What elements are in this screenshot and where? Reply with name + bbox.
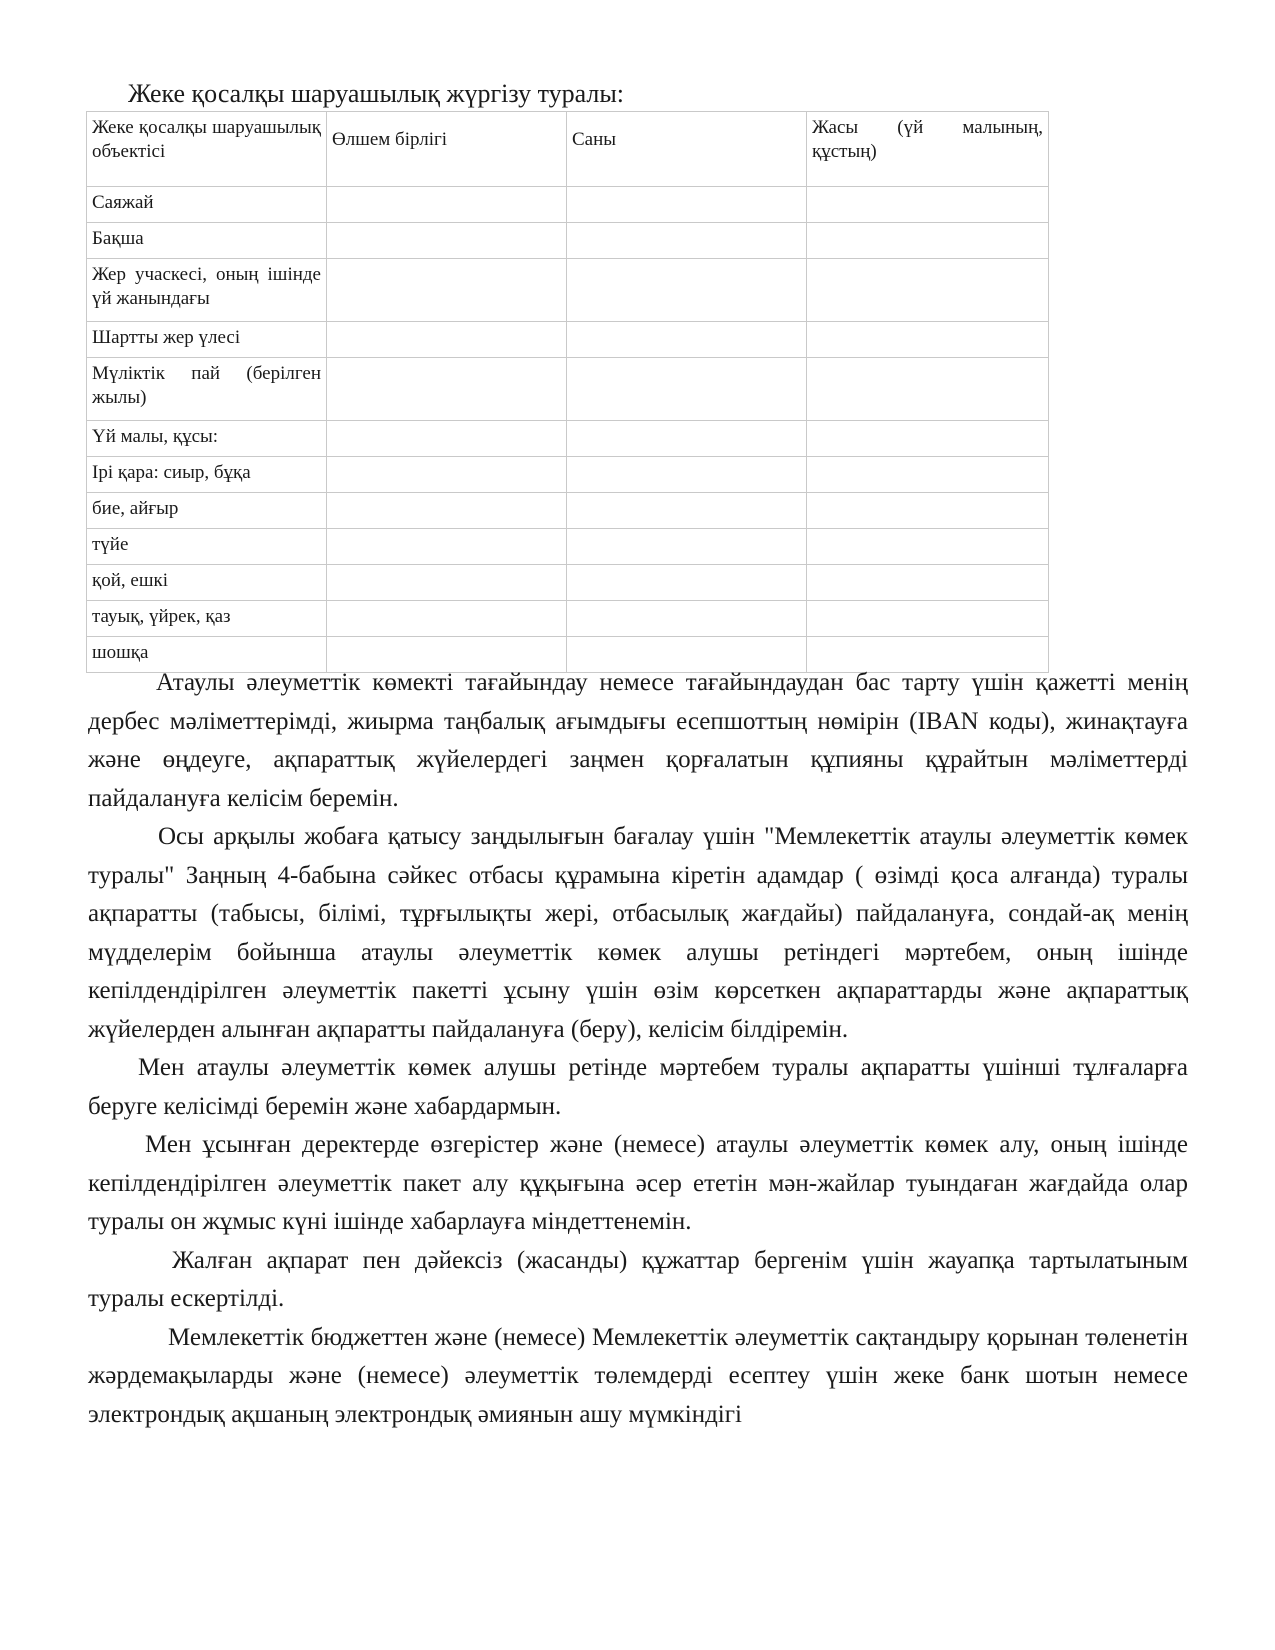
row-label: Шартты жер үлесі xyxy=(87,322,327,358)
age-cell[interactable] xyxy=(807,259,1049,322)
row-label: бие, айғыр xyxy=(87,493,327,529)
quantity-cell[interactable] xyxy=(567,358,807,421)
row-label: Бақша xyxy=(87,223,327,259)
table-row xyxy=(87,457,1049,493)
paragraph-personal-data-consent: Атаулы әлеуметтік көмекті тағайындау немесе тағайындаудан бас тарту үшін қажетті менің дербес мәліметтерімді, жиырма таңбалық ағымдығы есепшоттың нөмірін (IBAN коды), жинақтауға және өңдеуге, ақпараттық жүйелердегі заңмен қорғалатын құпияны құрайтын мәліметтерді пайдалануға келісім беремін. xyxy=(88,669,1188,812)
age-cell[interactable] xyxy=(807,601,1049,637)
household-objects-table xyxy=(86,111,1049,673)
table-row xyxy=(87,601,1049,637)
table-row xyxy=(87,493,1049,529)
unit-cell[interactable] xyxy=(327,493,567,529)
header-quantity: Саны xyxy=(567,112,807,187)
unit-cell[interactable] xyxy=(327,421,567,457)
quantity-cell[interactable] xyxy=(567,565,807,601)
age-cell[interactable] xyxy=(807,457,1049,493)
row-label: түйе xyxy=(87,529,327,565)
age-cell[interactable] xyxy=(807,187,1049,223)
table-row xyxy=(87,421,1049,457)
table-row xyxy=(87,187,1049,223)
table-row xyxy=(87,259,1049,322)
unit-cell[interactable] xyxy=(327,601,567,637)
paragraph-bank-account: Мемлекеттік бюджеттен және (немесе) Мемлекеттік әлеуметтік сақтандыру қорынан төленетін жәрдемақыларды және (немесе) әлеуметтік төлемдерді есептеу үшін жеке банк шотын немесе электрондық ақшаның электрондық әмиянын ашу мүмкіндігі xyxy=(88,1323,1188,1428)
unit-cell[interactable] xyxy=(327,259,567,322)
unit-cell[interactable] xyxy=(327,187,567,223)
age-cell[interactable] xyxy=(807,223,1049,259)
age-cell[interactable] xyxy=(807,529,1049,565)
unit-cell[interactable] xyxy=(327,223,567,259)
quantity-cell[interactable] xyxy=(567,601,807,637)
quantity-cell[interactable] xyxy=(567,457,807,493)
quantity-cell[interactable] xyxy=(567,421,807,457)
header-unit: Өлшем бірлігі xyxy=(327,112,567,187)
unit-cell[interactable] xyxy=(327,529,567,565)
row-label: Жер учаскесі, оның ішінде үй жанындағы xyxy=(87,259,327,322)
quantity-cell[interactable] xyxy=(567,223,807,259)
age-cell[interactable] xyxy=(807,565,1049,601)
table-row xyxy=(87,358,1049,421)
paragraph-family-info-consent: Осы арқылы жобаға қатысу заңдылығын бағалау үшін "Мемлекеттік атаулы әлеуметтік көмек туралы" Заңның 4-бабына сәйкес отбасы құрамына кіретін адамдар ( өзімді қоса алғанда) туралы ақпаратты (табысы, білімі, тұрғылықты жері, отбасылық жағдайы) пайдалануға, сондай-ақ менің мүдделерім бойынша атаулы әлеуметтік көмек алушы ретіндегі мәртебем, оның ішінде кепілдендірілген әлеуметтік пакетті ұсыну үшін өзім көрсеткен ақпараттарды және ақпараттық жүйелерден алынған ақпаратты пайдалануға (беру), келісім білдіремін. xyxy=(88,823,1188,1043)
table-row xyxy=(87,322,1049,358)
table-row xyxy=(87,529,1049,565)
paragraph-liability-warning: Жалған ақпарат пен дәйексіз (жасанды) құжаттар бергенім үшін жауапқа тартылатыным туралы ескертілді. xyxy=(88,1246,1188,1312)
age-cell[interactable] xyxy=(807,322,1049,358)
paragraph-notification-obligation: Мен ұсынған деректерде өзгерістер және (немесе) атаулы әлеуметтік көмек алу, оның ішінде кепілдендірілген әлеуметтік пакет алу құқығына әсер ететін мән-жайлар туындаған жағдайда олар туралы он жұмыс күні ішінде хабарлауға міндеттенемін. xyxy=(88,1131,1188,1235)
unit-cell[interactable] xyxy=(327,322,567,358)
table-header-row xyxy=(87,112,1049,187)
unit-cell[interactable] xyxy=(327,565,567,601)
unit-cell[interactable] xyxy=(327,457,567,493)
paragraph-third-party-consent: Мен атаулы әлеуметтік көмек алушы ретінде мәртебем туралы ақпаратты үшінші тұлғаларға беруге келісімді беремін және хабардармын. xyxy=(88,1054,1188,1120)
quantity-cell[interactable] xyxy=(567,187,807,223)
age-cell[interactable] xyxy=(807,358,1049,421)
section-heading: Жеке қосалқы шаруашылық жүргізу туралы: xyxy=(128,79,625,108)
header-object: Жеке қосалқы шаруашылық объектісі xyxy=(87,112,327,187)
quantity-cell[interactable] xyxy=(567,322,807,358)
header-age: Жасы (үй малының, құстың) xyxy=(807,112,1049,187)
quantity-cell[interactable] xyxy=(567,529,807,565)
row-label: тауық, үйрек, қаз xyxy=(87,601,327,637)
quantity-cell[interactable] xyxy=(567,493,807,529)
unit-cell[interactable] xyxy=(327,358,567,421)
row-label: Мүліктік пай (берілген жылы) xyxy=(87,358,327,421)
row-label: қой, ешкі xyxy=(87,565,327,601)
quantity-cell[interactable] xyxy=(567,259,807,322)
row-label: Үй малы, құсы: xyxy=(87,421,327,457)
table-row xyxy=(87,565,1049,601)
row-label: шошқа xyxy=(87,637,327,673)
row-label: Саяжай xyxy=(87,187,327,223)
age-cell[interactable] xyxy=(807,421,1049,457)
consent-text xyxy=(88,664,1188,1434)
age-cell[interactable] xyxy=(807,493,1049,529)
row-label: Ірі қара: сиыр, бұқа xyxy=(87,457,327,493)
table-row xyxy=(87,223,1049,259)
